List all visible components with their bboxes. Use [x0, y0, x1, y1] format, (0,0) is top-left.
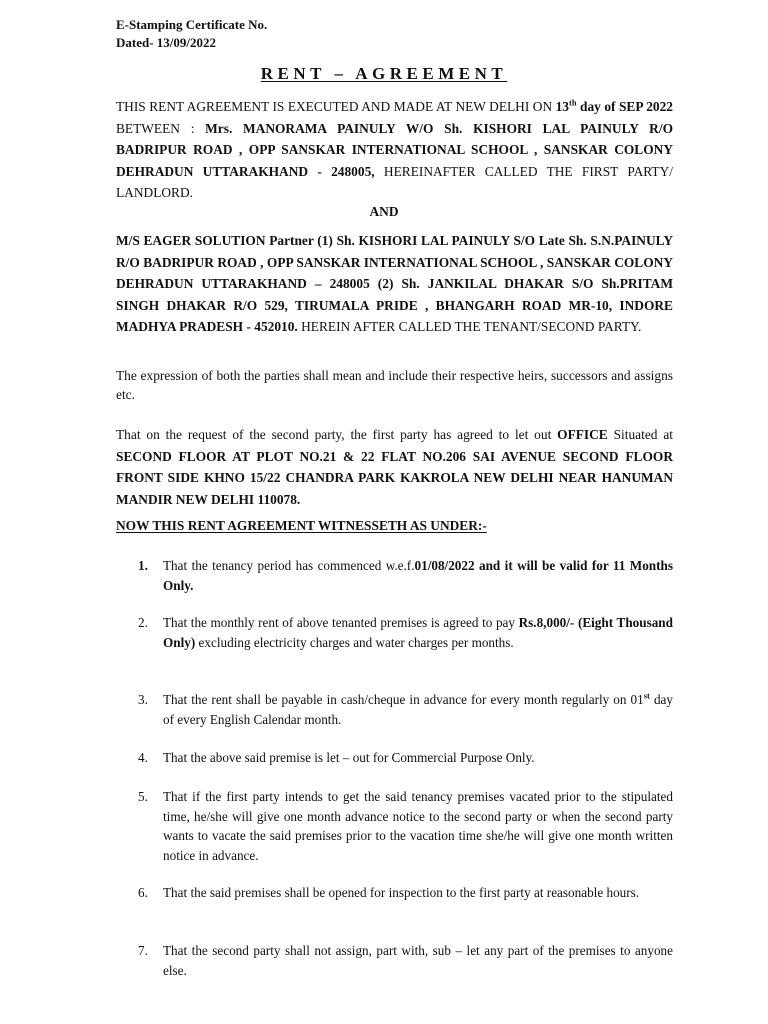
witnesseth-heading: NOW THIS RENT AGREEMENT WITNESSETH AS UNDER:-: [116, 518, 487, 533]
intro-date-rest: day of SEP 2022: [576, 99, 674, 114]
and-separator: AND: [369, 204, 399, 219]
tenant-paragraph: [116, 230, 673, 338]
clause-text: That the second party shall not assign, part with, sub – let any part of the premises to anyone else.: [163, 943, 673, 978]
clause-text: [163, 613, 673, 652]
clause-number: 5.: [138, 789, 148, 804]
premises-text-2: Situated at: [607, 427, 674, 442]
clause-number: 4.: [138, 750, 148, 765]
clause-text-part: excluding electricity charges and water charges per months.: [195, 634, 514, 650]
clause-text: [163, 556, 673, 595]
intro-text-2: BETWEEN :: [116, 120, 206, 136]
expression-paragraph: The expression of both the parties shall mean and include their respective heirs, successors and assigns etc.: [116, 368, 673, 402]
clause-text-part: day of every English Calendar month.: [163, 692, 674, 727]
clause-text: [163, 690, 673, 729]
premises-text-1: That on the request of the second party, the first party has agreed to let out: [116, 427, 558, 442]
intro-text-3: HEREINAFTER CALLED THE FIRST PARTY/ LANDLORD.: [116, 163, 673, 200]
premises-address: SECOND FLOOR AT PLOT NO.21 & 22 FLAT NO.206 SAI AVENUE SECOND FLOOR FRONT SIDE KHNO 15/22 CHANDRA PARK KAKROLA NEW DELHI NEAR HANUMAN MANDIR NEW DELHI 110078.: [116, 448, 673, 507]
clause-text-bold: 01/08/2022 and it will be valid for 11 Months Only.: [163, 558, 673, 593]
clause-number: 3.: [138, 692, 148, 707]
clause-text-sup: st: [643, 690, 650, 701]
premises-office: OFFICE: [557, 427, 608, 442]
clause-number: 1.: [138, 558, 148, 573]
landlord-details: Mrs. MANORAMA PAINULY W/O Sh. KISHORI LAL PAINULY R/O BADRIPUR ROAD , OPP SANSKAR INTERNATIONAL SCHOOL , SANSKAR COLONY DEHRADUN UTTARAKHAND - 248005,: [116, 120, 673, 179]
clause-text: That the said premises shall be opened for inspection to the first party at reasonable hours.: [163, 885, 640, 900]
dated-label: Dated- 13/09/2022: [116, 35, 217, 50]
clause-text-part: That the tenancy period has commenced w.e.f.: [163, 558, 415, 573]
clause-text-part: That the monthly rent of above tenanted premises is agreed to pay: [163, 615, 519, 630]
tenant-called: HEREIN AFTER CALLED THE TENANT/SECOND PARTY.: [297, 319, 642, 334]
certificate-label: E-Stamping Certificate No.: [116, 17, 268, 32]
document-title: RENT – AGREEMENT: [260, 64, 508, 83]
clause-text: That the above said premise is let – out for Commercial Purpose Only.: [163, 750, 535, 765]
tenant-details: M/S EAGER SOLUTION Partner (1) Sh. KISHORI LAL PAINULY S/O Late Sh. S.N.PAINULY R/O BADRIPUR ROAD , OPP SANSKAR INTERNATIONAL SCHOOL , SANSKAR COLONY DEHRADUN UTTARAKHAND – 248005 (2) Sh. JANKILAL DHAKAR S/O Sh.PRITAM SINGH DHAKAR R/O 529, TIRUMALA PRIDE , BHANGARH ROAD MR-10, INDORE MADHYA PRADESH - 452010.: [116, 233, 673, 334]
clause-text: That if the first party intends to get the said tenancy premises vacated prior to the stipulated time, he/she will give one month advance notice to the second party or when the second party wants to vacate the said premises prior to the vacation time she/he will give one month written notice in advance.: [163, 789, 673, 863]
intro-date-sup: th: [568, 97, 577, 108]
clause-number: 6.: [138, 885, 148, 900]
clause-number: 2.: [138, 615, 148, 630]
clause-text-part: That the rent shall be payable in cash/cheque in advance for every month regularly on 01: [163, 692, 644, 707]
intro-date-day: 13: [555, 99, 569, 114]
intro-paragraph: [116, 96, 673, 204]
intro-text-1: THIS RENT AGREEMENT IS EXECUTED AND MADE AT NEW DELHI ON: [116, 99, 556, 114]
clause-text-bold: Rs.8,000/- (Eight Thousand Only): [163, 615, 673, 650]
premises-paragraph: [116, 424, 673, 510]
clause-number: 7.: [138, 943, 148, 958]
